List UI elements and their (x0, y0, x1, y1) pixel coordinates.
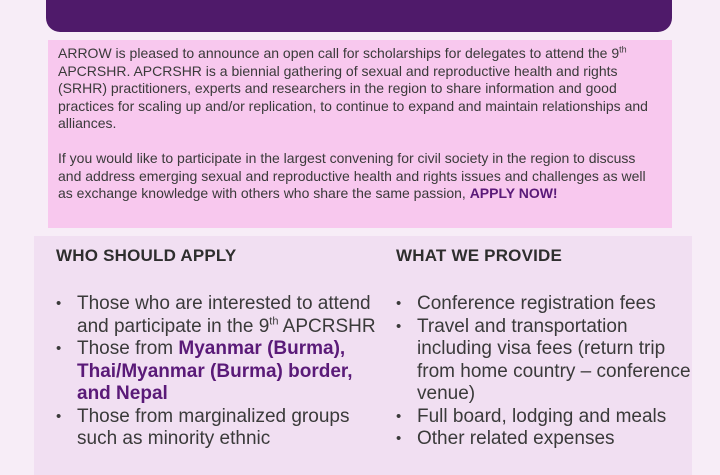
list-item-text: Conference registration fees (417, 293, 656, 314)
list-item (56, 338, 376, 406)
bullet-icon: • (396, 295, 402, 312)
intro-box (48, 40, 672, 228)
list-item-ordinal-suffix: th (269, 315, 279, 328)
apply-now-text: APPLY NOW! (469, 185, 558, 202)
bullet-icon: • (56, 407, 62, 425)
list-item-text: Those from (77, 338, 179, 359)
who-should-apply-heading: WHO SHOULD APPLY (56, 246, 237, 265)
what-we-provide-heading: WHAT WE PROVIDE (396, 246, 563, 265)
what-we-provide-section (396, 245, 696, 451)
intro-text: ARROW is pleased to announce an open call for scholarships for delegates to attend the (58, 45, 612, 61)
bullet-icon: • (56, 295, 62, 312)
intro-text: APCRSHR. APCRSHR is a biennial gathering of sexual and reproductive health and rights (SRHR) practitioners, experts and researchers in the region to share information and good practices for scaling up and/or replication, to continue to expand and maintain relationships and alliances. (58, 62, 648, 132)
bullet-icon: • (396, 317, 402, 335)
list-item-text: Those who are interested to attend and participate in the (77, 293, 371, 337)
list-item-text: Those from marginalized groups such as minority ethnic (77, 405, 350, 449)
list-item (396, 428, 696, 451)
list-item-text: Full board, lodging and meals (417, 405, 667, 427)
list-item-ordinal: 9 (258, 315, 270, 337)
list-item-text: APCRSHR (278, 315, 376, 337)
list-item-text: Other related expenses (417, 428, 615, 449)
list-item (56, 293, 376, 338)
list-item-text: Travel and transportation including visa fees (return trip from home country – conference venue) (417, 315, 691, 404)
header-banner (46, 0, 672, 32)
who-should-apply-section (56, 245, 376, 451)
intro-ordinal-suffix: th (619, 44, 627, 55)
list-item (396, 316, 696, 406)
bullet-icon: • (396, 430, 402, 447)
bullet-icon: • (56, 340, 62, 357)
what-we-provide-list (396, 293, 696, 451)
bullet-icon: • (396, 407, 402, 425)
list-item (56, 406, 376, 451)
list-item-highlight: Myanmar (Burma), Thai/Myanmar (Burma) border, and Nepal (77, 338, 353, 404)
intro-text: If you would like to participate in the largest convening for civil society in the region to discuss and address emerging sexual and reproductive health and rights issues and challenges as well as exchange knowledge with others who share the same passion, (58, 149, 646, 202)
intro-paragraph-1 (58, 45, 662, 133)
list-item (396, 293, 696, 316)
intro-ordinal: 9 (611, 45, 620, 61)
who-should-apply-list (56, 293, 376, 451)
list-item (396, 406, 696, 429)
intro-paragraph-2 (58, 150, 662, 203)
